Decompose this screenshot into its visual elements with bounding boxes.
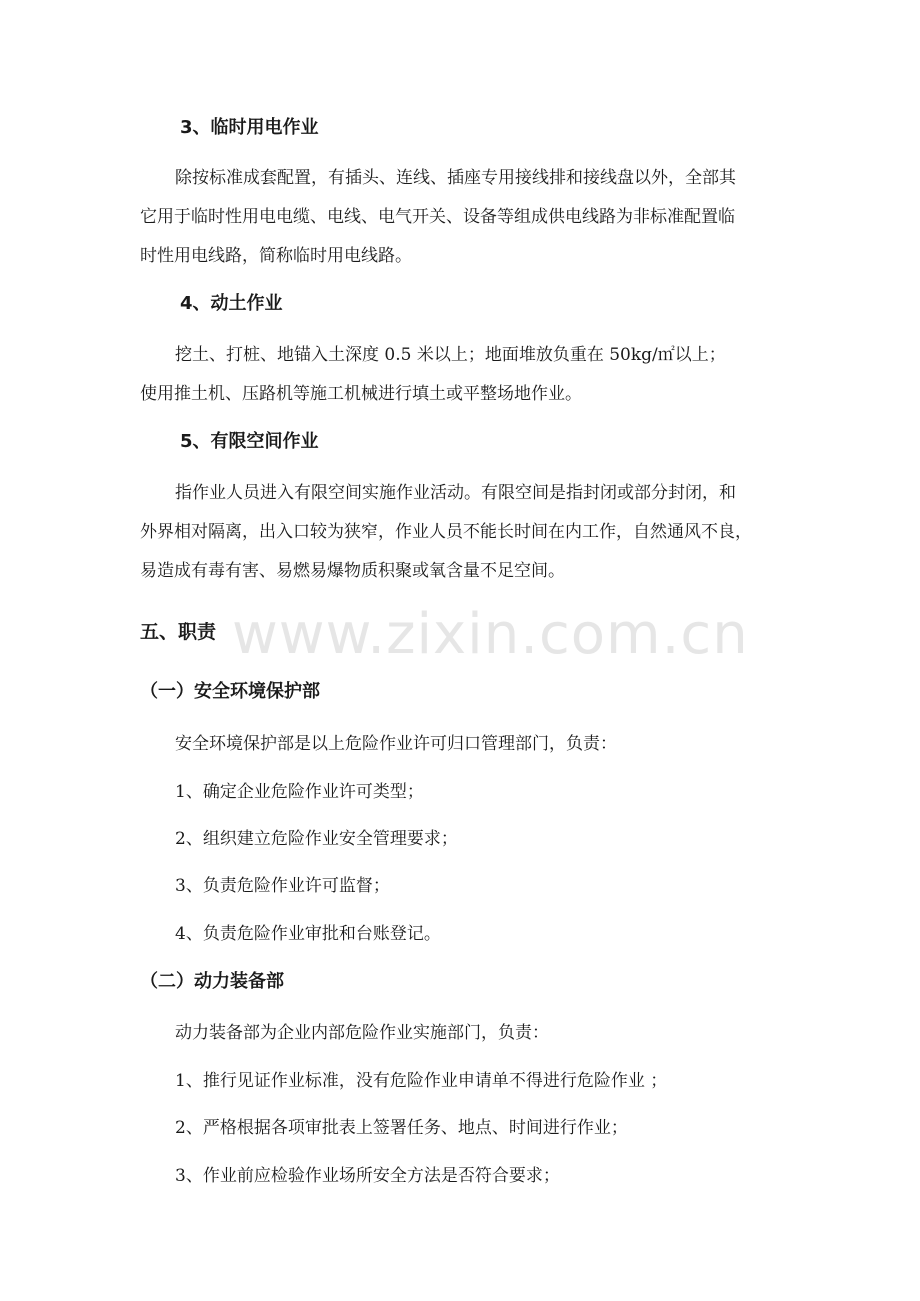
subsection-2-item: 3、作业前应检验作业场所安全方法是否符合要求； [175, 1166, 560, 1186]
section-4-paragraph-line-1: 挖土、打桩、地锚入土深度 0.5 米以上；地面堆放负重在 50kg/㎡以上； [175, 345, 726, 365]
subsection-1-intro: 安全环境保护部是以上危险作业许可归口管理部门，负责： [175, 734, 617, 754]
section-5-heading: 5、有限空间作业 [180, 431, 319, 452]
section-5-paragraph-line-2: 外界相对隔离，出入口较为狭窄，作业人员不能长时间在内工作，自然通风不良， [140, 522, 752, 542]
subsection-1-item: 3、负责危险作业许可监督； [175, 876, 390, 896]
subsection-2-item: 1、推行见证作业标准，没有危险作业申请单不得进行危险作业 ； [175, 1071, 668, 1091]
section-4-heading: 4、动土作业 [180, 293, 283, 314]
subsection-2-intro: 动力装备部为企业内部危险作业实施部门，负责： [175, 1023, 549, 1043]
subsection-1-heading: （一）安全环境保护部 [140, 681, 320, 702]
section-3-paragraph-line-1: 除按标准成套配置，有插头、连线、插座专用接线排和接线盘以外，全部其 [175, 168, 736, 188]
chapter-five-heading: 五、职责 [140, 621, 217, 643]
section-4-paragraph-line-2: 使用推土机、压路机等施工机械进行填土或平整场地作业。 [140, 384, 582, 404]
subsection-1-item: 2、组织建立危险作业安全管理要求； [175, 829, 458, 849]
section-5-paragraph-line-1: 指作业人员进入有限空间实施作业活动。有限空间是指封闭或部分封闭，和 [175, 483, 736, 503]
subsection-2-heading: （二）动力装备部 [140, 971, 284, 992]
section-3-paragraph-line-3: 时性用电线路，简称临时用电线路。 [140, 246, 412, 266]
subsection-1-item: 1、确定企业危险作业许可类型； [175, 782, 424, 802]
section-3-heading: 3、临时用电作业 [180, 117, 319, 138]
section-3-paragraph-line-2: 它用于临时性用电电缆、电线、电气开关、设备等组成供电线路为非标准配置临 [140, 207, 735, 227]
watermark: www.zixin.com.cn [232, 602, 749, 667]
section-5-paragraph-line-3: 易造成有毒有害、易燃易爆物质积聚或氧含量不足空间。 [140, 561, 565, 581]
subsection-2-item: 2、严格根据各项审批表上签署任务、地点、时间进行作业； [175, 1118, 628, 1138]
subsection-1-item: 4、负责危险作业审批和台账登记。 [175, 924, 441, 944]
